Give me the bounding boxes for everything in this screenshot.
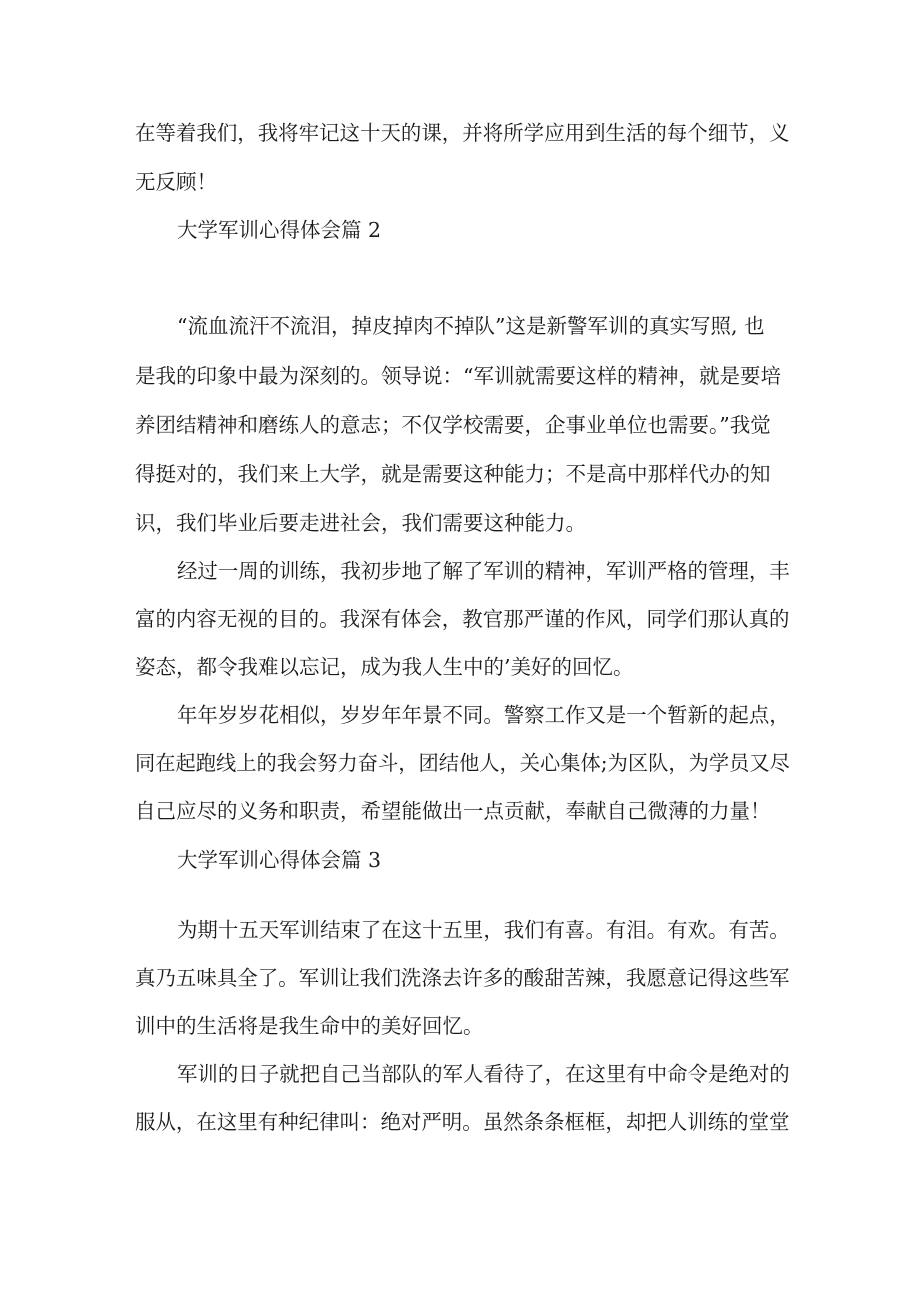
line-text: 富的内容无视的目的。我深有体会，教官那严谨的作风，同学们那认真的 — [135, 607, 790, 631]
line-text: “流血流汗不流泪，掉皮掉肉不掉队”这是新警军训的真实写照, 也 — [177, 314, 765, 338]
line-text: 是我的印象中最为深刻的。领导说：“军训就需要这样的精神，就是要培 — [135, 364, 781, 388]
line-text: 真乃五味具全了。军训让我们洗涤去许多的酸甜苦辣，我愿意记得这些军 — [135, 966, 790, 990]
line-text: 识，我们毕业后要走进社会，我们需要这种能力。 — [135, 511, 586, 535]
text-line — [0, 556, 920, 586]
heading-text: 大学军训心得体会篇 3 — [177, 848, 382, 872]
text-line — [0, 361, 920, 391]
line-text: 姿态，都令我难以忘记，成为我人生中的’美好的回忆。 — [135, 655, 634, 679]
line-text: 无反顾！ — [135, 170, 217, 194]
line-text: 为期十五天军训结束了在这十五里，我们有喜。有泪。有欢。有苦。 — [177, 918, 790, 942]
text-line — [0, 652, 920, 682]
text-line — [0, 167, 920, 197]
text-line — [0, 1107, 920, 1137]
text-line — [0, 915, 920, 945]
heading-text: 大学军训心得体会篇 2 — [177, 218, 382, 242]
text-line — [0, 963, 920, 993]
line-text: 军训的日子就把自己当部队的军人看待了，在这里有中命令是绝对的 — [177, 1062, 790, 1086]
text-line — [0, 410, 920, 440]
text-line — [0, 508, 920, 538]
text-line — [0, 700, 920, 730]
text-line — [0, 459, 920, 489]
section-heading — [0, 845, 920, 875]
text-line — [0, 796, 920, 826]
line-text: 得挺对的，我们来上大学，就是需要这种能力；不是高中那样代办的知 — [135, 462, 771, 486]
line-text: 服从，在这里有种纪律叫：绝对严明。虽然条条框框，却把人训练的堂堂 — [135, 1110, 790, 1134]
line-text: 同在起跑线上的我会努力奋斗，团结他人，关心集体;为区队，为学员又尽 — [135, 751, 790, 775]
text-line — [0, 604, 920, 634]
line-text: 自己应尽的义务和职责，希望能做出一点贡献，奉献自己微薄的力量！ — [135, 799, 771, 823]
text-line — [0, 118, 920, 148]
text-line — [0, 1011, 920, 1041]
line-text: 训中的生活将是我生命中的美好回忆。 — [135, 1014, 484, 1038]
line-text: 经过一周的训练，我初步地了解了军训的精神，军训严格的管理，丰 — [177, 559, 790, 583]
text-line — [0, 1059, 920, 1089]
line-text: 养团结精神和磨练人的意志；不仅学校需要，企事业单位也需要。”我觉 — [135, 413, 771, 437]
line-text: 在等着我们，我将牢记这十天的课，并将所学应用到生活的每个细节，义 — [135, 121, 790, 145]
text-line — [0, 748, 920, 778]
line-text: 年年岁岁花相似，岁岁年年景不同。警察工作又是一个暂新的起点， — [177, 703, 790, 727]
section-heading — [0, 215, 920, 245]
text-line — [0, 311, 920, 341]
